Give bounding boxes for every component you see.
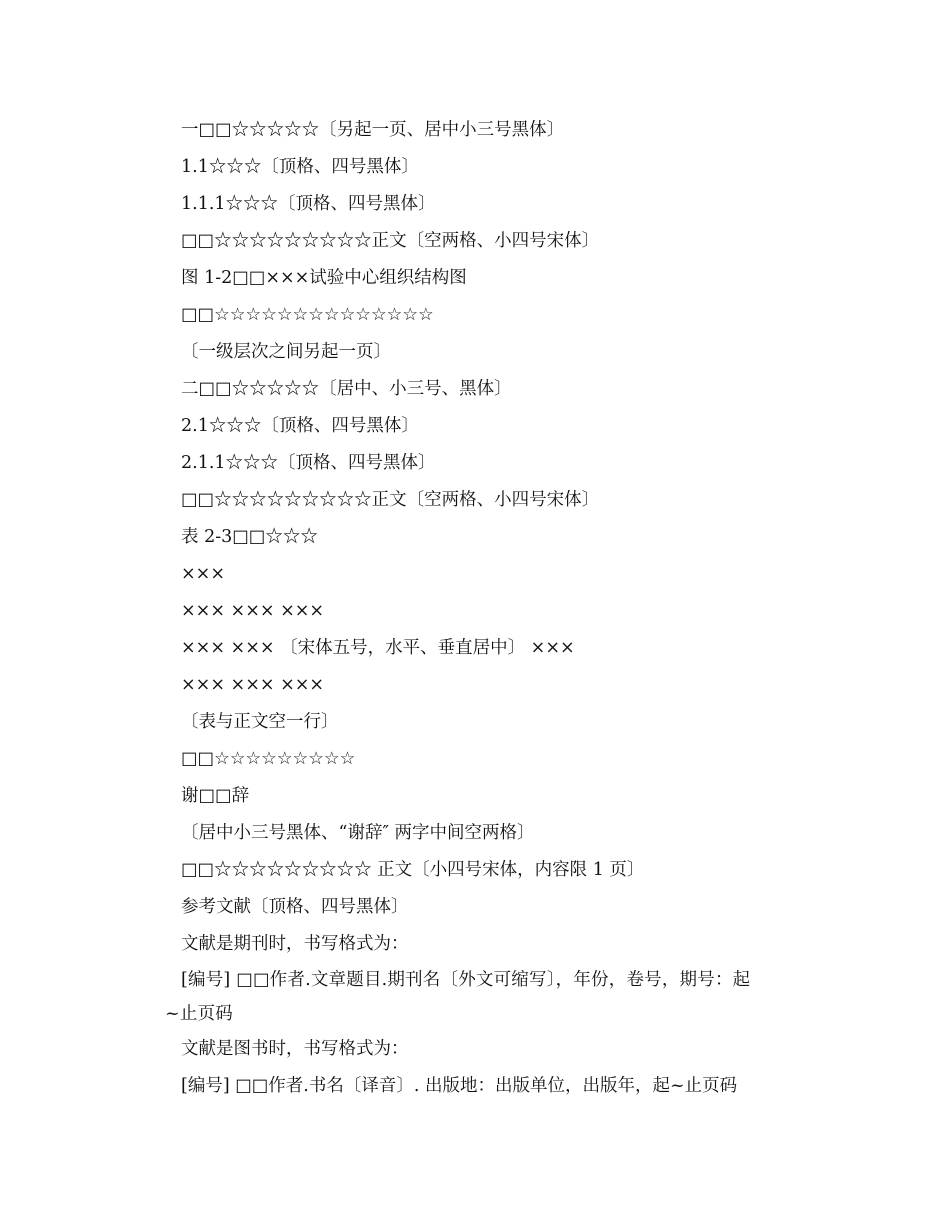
table-spacing-note: 〔表与正文空一行〕 [181, 712, 339, 732]
subsection-2-1-1-heading: 2.1.1☆☆☆〔顶格、四号黑体〕 [181, 453, 436, 473]
table-row: ××× ××× ××× [181, 601, 325, 621]
figure-caption: 图 1-2□□×××试验中心组织结构图 [181, 268, 467, 288]
body-text-line: □□☆☆☆☆☆☆☆☆☆ [181, 749, 356, 769]
body-text-line: □□☆☆☆☆☆☆☆☆☆正文〔空两格、小四号宋体〕 [181, 231, 600, 251]
table-row: ××× ××× ××× [181, 675, 325, 695]
table-caption: 表 2-3□□☆☆☆ [181, 527, 318, 547]
body-text-line: □□☆☆☆☆☆☆☆☆☆☆☆☆☆☆ [181, 305, 434, 325]
journal-reference-format [165, 963, 811, 1031]
table-row: ××× [181, 564, 225, 584]
chapter-1-heading: 一□□☆☆☆☆☆〔另起一页、居中小三号黑体〕 [181, 120, 565, 140]
references-heading: 参考文献〔顶格、四号黑体〕 [181, 897, 409, 917]
journal-format-intro: 文献是期刊时，书写格式为： [181, 934, 409, 954]
document-body [165, 112, 811, 1105]
body-text-line: □□☆☆☆☆☆☆☆☆☆正文〔空两格、小四号宋体〕 [181, 490, 600, 510]
journal-reference-continuation: ~止页码 [165, 1004, 233, 1024]
acknowledgement-heading: 谢□□辞 [181, 786, 250, 806]
section-1-1-heading: 1.1☆☆☆〔顶格、四号黑体〕 [181, 157, 419, 177]
journal-reference-first-line: [编号] □□作者.文章题目.期刊名〔外文可缩写〕，年份，卷号，期号：起 [181, 970, 751, 990]
book-reference-format: [编号] □□作者.书名〔译音〕. 出版地：出版单位，出版年，起~止页码 [181, 1076, 738, 1096]
subsection-1-1-1-heading: 1.1.1☆☆☆〔顶格、四号黑体〕 [181, 194, 436, 214]
book-format-intro: 文献是图书时，书写格式为： [181, 1039, 409, 1059]
section-2-1-heading: 2.1☆☆☆〔顶格、四号黑体〕 [181, 416, 419, 436]
body-text-line: □□☆☆☆☆☆☆☆☆☆ 正文〔小四号宋体，内容限 1 页〕 [181, 860, 645, 880]
table-row: ××× ××× 〔宋体五号，水平、垂直居中〕 ××× [181, 638, 575, 658]
chapter-2-heading: 二□□☆☆☆☆☆〔居中、小三号、黑体〕 [181, 379, 512, 399]
acknowledgement-format-note: 〔居中小三号黑体、“谢辞″ 两字中间空两格〕 [181, 823, 535, 843]
page-break-note: 〔一级层次之间另起一页〕 [181, 342, 391, 362]
